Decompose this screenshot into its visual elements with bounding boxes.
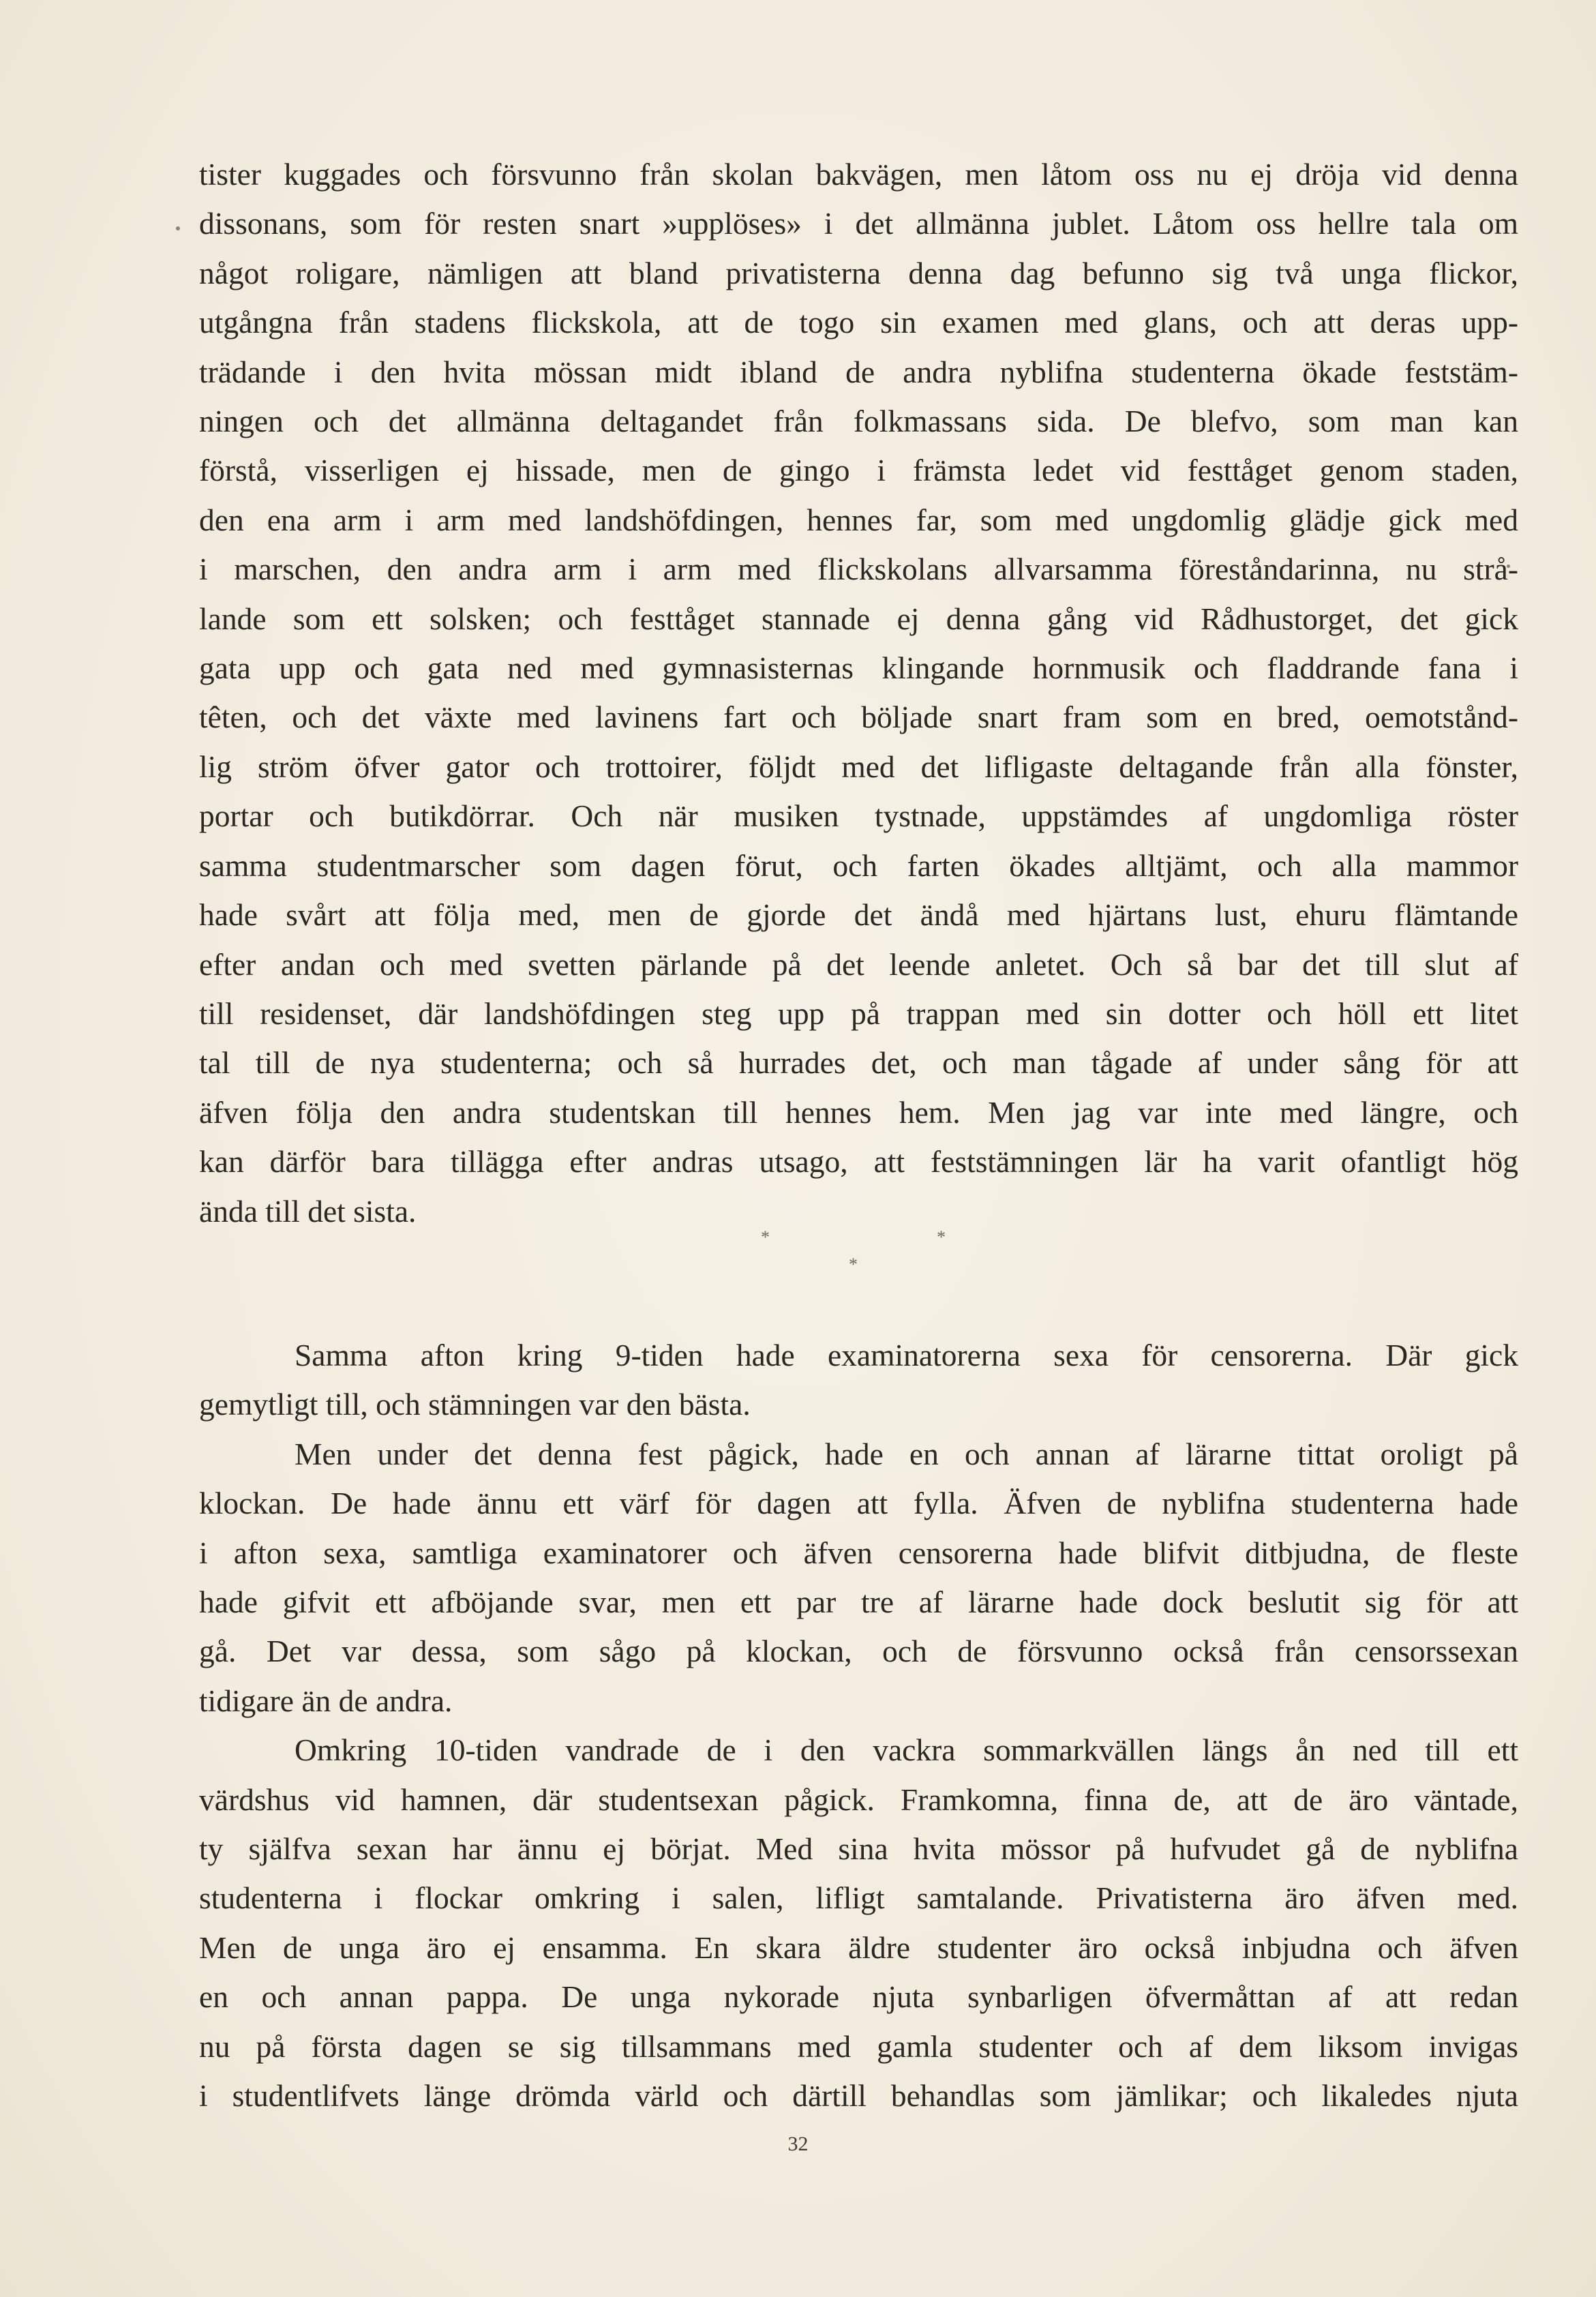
text-line: den ena arm i arm med landshöfdingen, hennes far, som med ungdomlig glädje gick med [199,502,1518,537]
text-line: i marschen, den andra arm i arm med flickskolans allvarsamma föreståndarinna, nu strå- [199,552,1518,587]
text-line: förstå, visserligen ej hissade, men de gingo i främsta ledet vid festtåget genom staden, [199,453,1518,488]
page-number: 32 [787,2133,809,2155]
text-line: hade svårt att följa med, men de gjorde det ändå med hjärtans lust, ehuru flämtande [199,897,1518,933]
text-line: Men de unga äro ej ensamma. En skara äldre studenter äro också inbjudna och äfven [199,1930,1518,1965]
text-line: Men under det denna fest pågick, hade en och annan af lärarne tittat oroligt på [295,1436,1518,1471]
text-line: en och annan pappa. De unga nykorade njuta synbarligen öfvermåttan af att redan [199,1979,1518,2015]
section-separator [0,1227,1596,1289]
text-line: utgångna från stadens flickskola, att de togo sin examen med glans, och att deras upp- [199,305,1518,340]
text-line: trädande i den hvita mössan midt ibland de andra nyblifna studenterna ökade feststäm- [199,354,1518,389]
separator-asterisk: * [849,1255,858,1274]
text-line: tidigare än de andra. [199,1683,453,1718]
text-line: Omkring 10-tiden vandrade de i den vackra sommarkvällen längs ån ned till ett [295,1732,1518,1768]
text-line: têten, och det växte med lavinens fart och böljade snart fram som en bred, oemotstånd- [199,700,1518,735]
text-line: ända till det sista. [199,1193,417,1229]
text-block-upper [199,150,1518,1236]
text-line: Samma afton kring 9-tiden hade examinatorerna sexa för censorerna. Där gick [295,1338,1518,1372]
text-line: något roligare, nämligen att bland privatisterna denna dag befunno sig två unga flickor, [199,255,1518,290]
text-line: gata upp och gata ned med gymnasisternas klingande hornmusik och fladdrande fana i [199,650,1518,686]
text-line: samma studentmarscher som dagen förut, och farten ökades alltjämt, och alla mammor [199,847,1518,883]
text-line: lig ström öfver gator och trottoirer, följdt med det lifligaste deltagande från alla fönster, [199,749,1518,784]
text-line: i afton sexa, samtliga examinatorer och äfven censorerna hade blifvit ditbjudna, de fleste [199,1535,1518,1570]
text-line: till residenset, där landshöfdingen steg upp på trappan med sin dotter och höll ett litet [199,995,1518,1031]
text-line: portar och butikdörrar. Och när musiken tystnade, uppstämdes af ungdomliga röster [199,798,1518,834]
text-block-lower [199,1331,1518,2121]
text-line: äfven följa den andra studentskan till hennes hem. Men jag var inte med längre, och [199,1094,1518,1130]
text-line: ningen och det allmänna deltagandet från folkmassans sida. De blefvo, som man kan [199,404,1518,439]
text-line: värdshus vid hamnen, där studentsexan pågick. Framkomna, finna de, att de äro väntade, [199,1782,1518,1817]
text-line: nu på första dagen se sig tillsammans med gamla studenter och af dem liksom invigas [199,2028,1518,2064]
text-line: ty själfva sexan har ännu ej börjat. Med sina hvita mössor på hufvudet gå de nyblifna [199,1831,1518,1867]
text-line: tister kuggades och försvunno från skolan bakvägen, men låtom oss nu ej dröja vid denna [199,157,1518,192]
text-line: gemytligt till, och stämningen var den bästa. [199,1387,751,1422]
text-line: i studentlifvets länge drömda värld och därtill behandlas som jämlikar; och likaledes njuta [199,2078,1518,2114]
text-line: tal till de nya studenterna; och så hurrades det, och man tågade af under sång för att [199,1045,1518,1081]
text-line: efter andan och med svetten pärlande på det leende anletet. Och så bar det till slut af [199,946,1518,982]
separator-asterisk: * [761,1227,770,1247]
separator-asterisk: * [937,1227,946,1247]
text-line: studenterna i flockar omkring i salen, lifligt samtalande. Privatisterna äro äfven med. [199,1880,1518,1916]
text-line: lande som ett solsken; och festtåget stannade ej denna gång vid Rådhustorget, det gick [199,601,1518,636]
text-line: dissonans, som för resten snart »upplöses» i det allmänna jublet. Låtom oss hellre tala om [199,206,1518,241]
text-line: klockan. De hade ännu ett värf för dagen att fylla. Äfven de nyblifna studenterna hade [199,1486,1518,1521]
text-line: hade gifvit ett afböjande svar, men ett par tre af lärarne hade dock beslutit sig för att [199,1585,1518,1620]
text-line: kan därför bara tillägga efter andras utsago, att feststämningen lär ha varit ofantligt hög [199,1144,1518,1180]
text-line: gå. Det var dessa, som sågo på klockan, och de försvunno också från censorssexan [199,1634,1518,1669]
margin-speck [176,226,180,230]
